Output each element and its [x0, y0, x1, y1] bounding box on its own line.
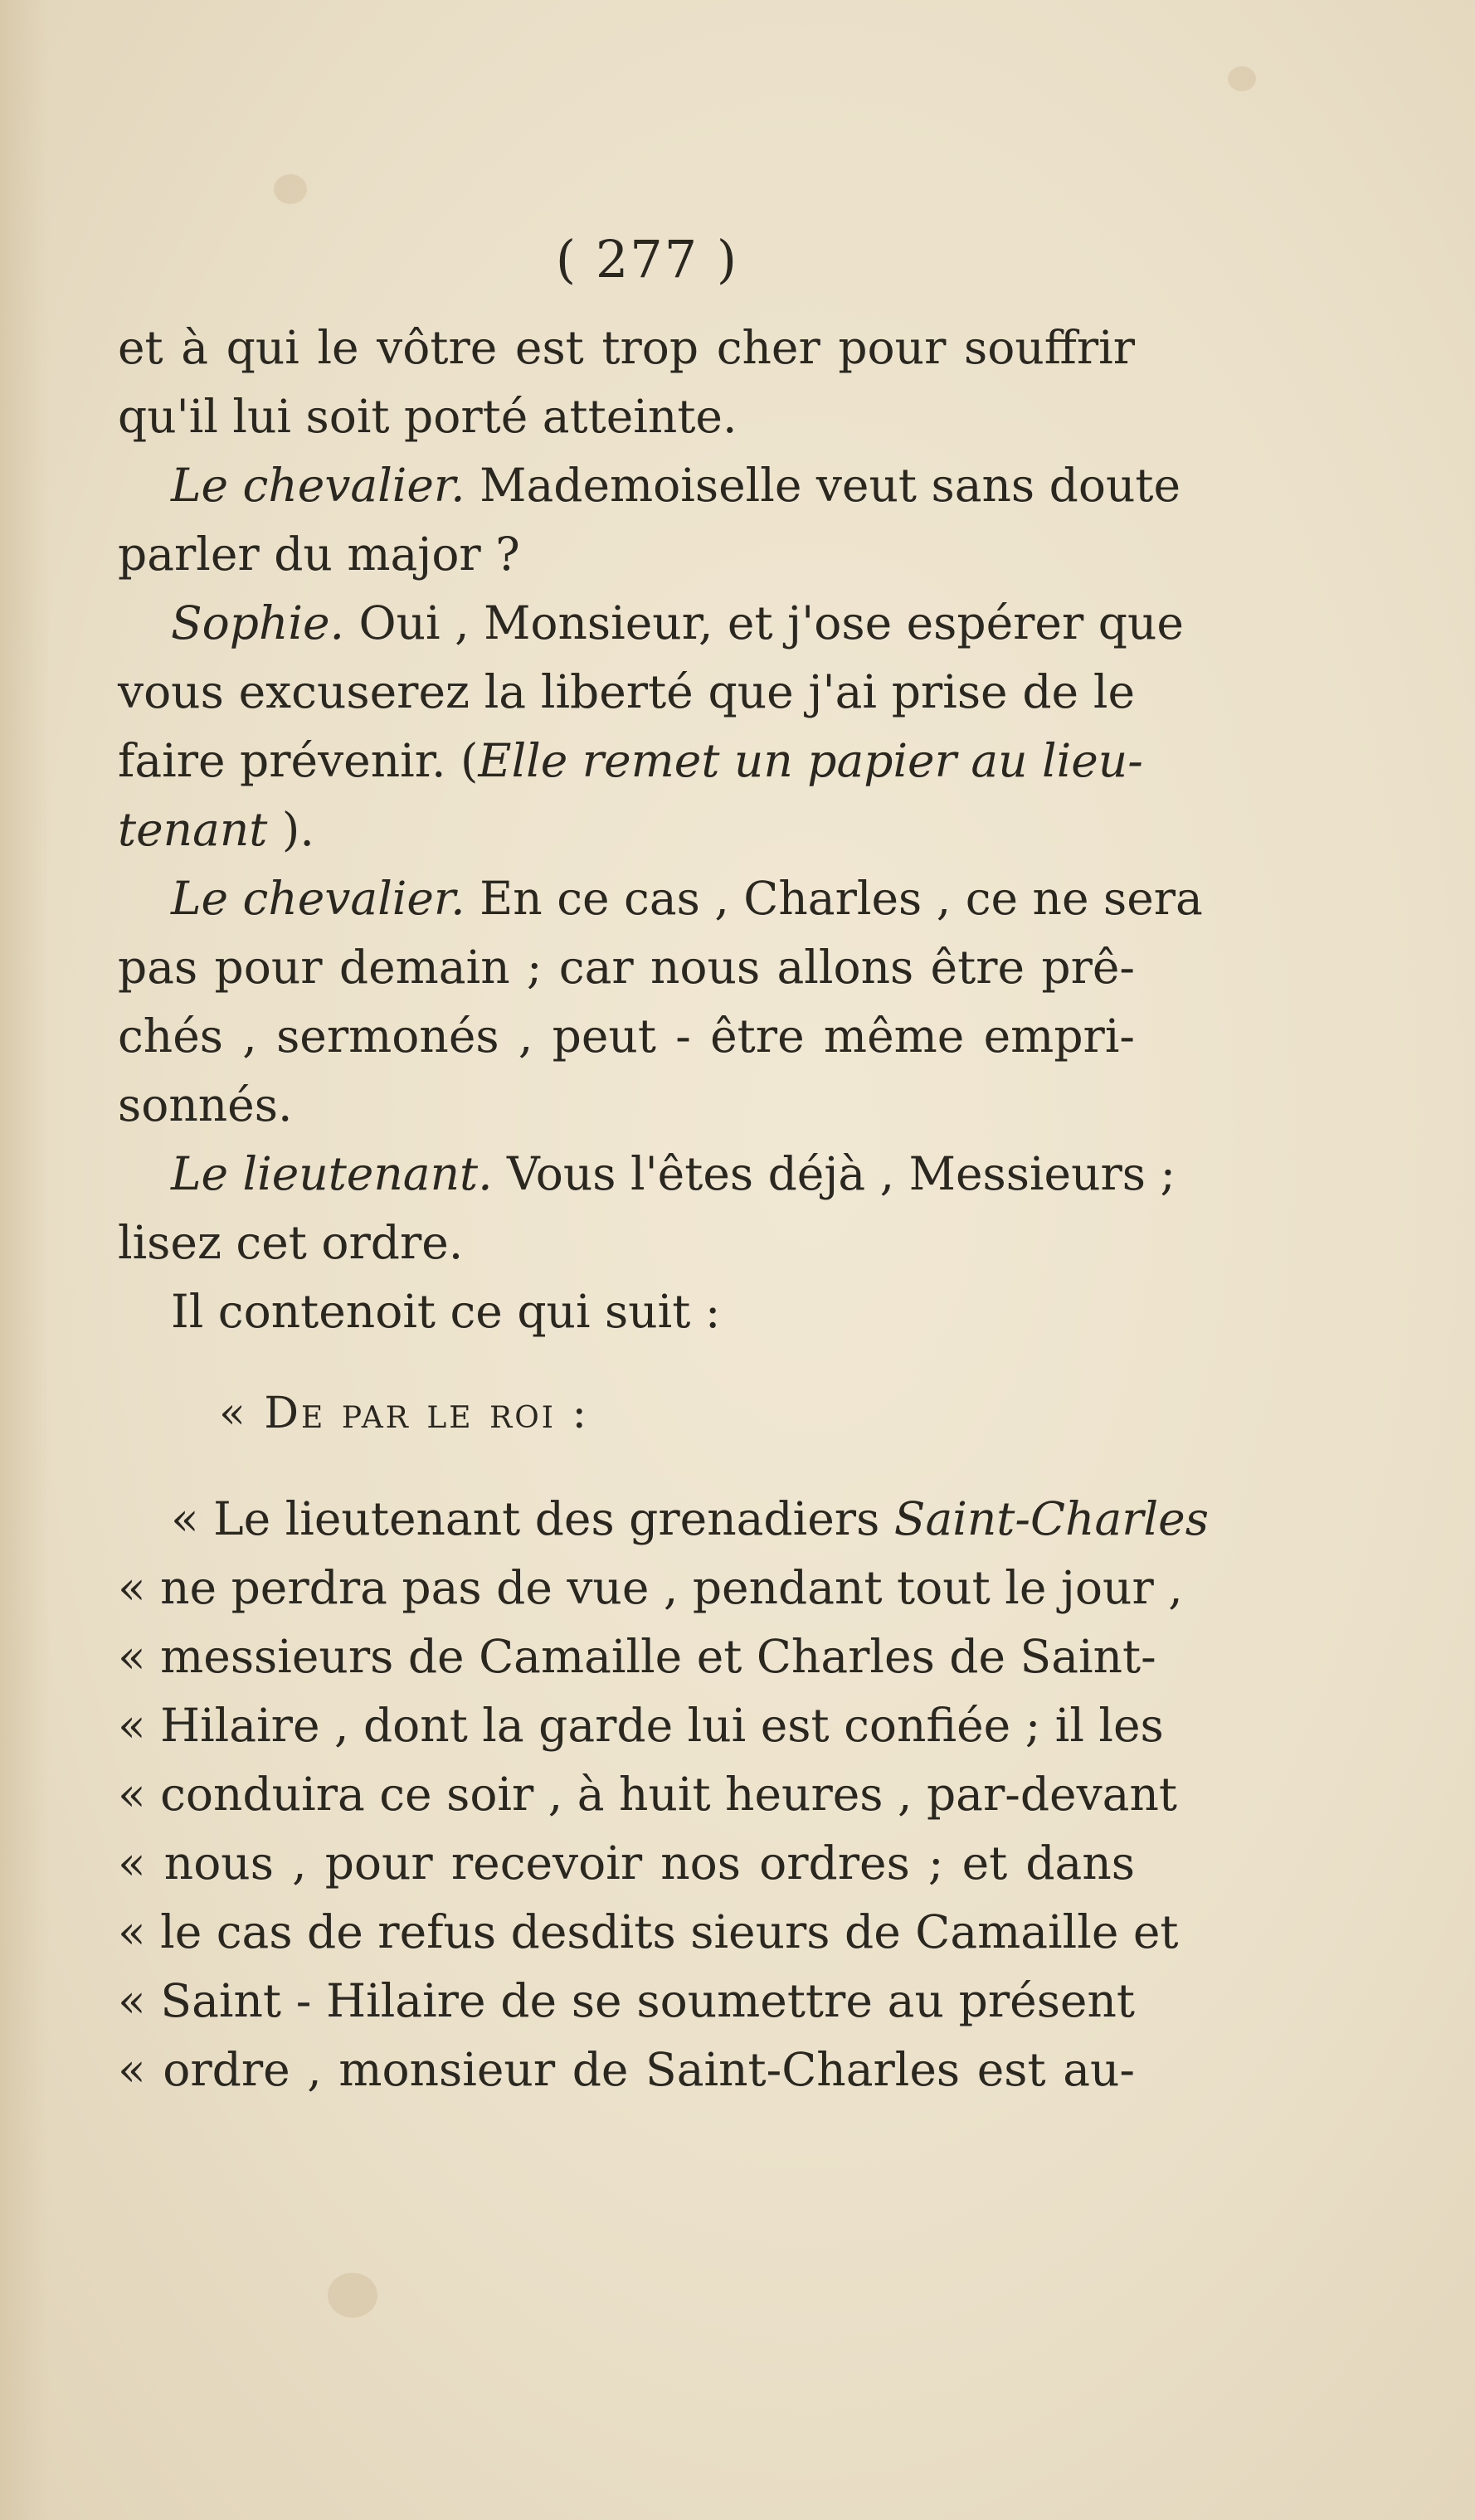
text-line: sonnés. — [118, 1078, 293, 1131]
text-fragment: faire prévenir. ( — [118, 734, 479, 787]
order-line: « nous , pour recevoir nos ordres ; et dans — [118, 1836, 1135, 1890]
text-line: pas pour demain ; car nous allons être prê- — [118, 941, 1135, 994]
dialogue-line — [118, 864, 1203, 933]
dialogue-line — [118, 589, 1184, 658]
dialogue-line — [118, 1140, 1176, 1209]
text-line: lisez cet ordre. — [118, 1216, 464, 1269]
name-italic: Saint-Charles — [893, 1492, 1209, 1545]
dialogue-text: En ce cas , Charles , ce ne sera — [465, 872, 1203, 925]
text-fragment: ). — [267, 803, 314, 856]
text-line: vous excuserez la liberté que j'ai prise de le — [118, 665, 1135, 718]
foxing-stain — [1228, 66, 1256, 91]
page-edge-shadow — [0, 0, 50, 2520]
speaker-name: Sophie. — [171, 596, 345, 649]
order-line: « Saint - Hilaire de se soumettre au présent — [118, 1974, 1135, 2027]
order-heading-text: De par le roi : — [264, 1389, 589, 1438]
order-line: « le cas de refus desdits sieurs de Camaille et — [118, 1905, 1179, 1958]
order-line: « Hilaire , dont la garde lui est confiée ; il les — [118, 1699, 1164, 1752]
text-line — [118, 795, 1135, 864]
stage-direction: Elle remet un papier au lieu- — [478, 734, 1143, 787]
foxing-stain — [328, 2273, 377, 2318]
dialogue-text: Vous l'êtes déjà , Messieurs ; — [492, 1147, 1176, 1200]
order-line: « ne perdra pas de vue , pendant tout le jour , — [118, 1561, 1183, 1614]
order-line: « ordre , monsieur de Saint-Charles est au- — [118, 2043, 1135, 2096]
quote-mark: « — [219, 1389, 265, 1438]
text-line: parler du major ? — [118, 528, 520, 581]
text-line: et à qui le vôtre est trop cher pour souffrir — [118, 321, 1135, 374]
text-line: Il contenoit ce qui suit : — [171, 1285, 721, 1338]
speaker-name: Le chevalier. — [171, 872, 465, 925]
order-line: « messieurs de Camaille et Charles de Saint- — [118, 1630, 1156, 1683]
page-body — [118, 314, 1209, 2104]
text-line: chés , sermonés , peut - être même empri- — [118, 1009, 1135, 1063]
foxing-stain — [274, 174, 307, 204]
stage-direction: tenant — [118, 803, 268, 856]
order-heading — [118, 1379, 1135, 1448]
spacer — [118, 1448, 1135, 1485]
page-number: ( 277 ) — [555, 229, 739, 289]
order-line — [118, 1485, 1209, 1554]
dialogue-text: Mademoiselle veut sans doute — [465, 459, 1181, 512]
text-fragment: « Le lieutenant des grenadiers — [171, 1492, 894, 1545]
text-line — [118, 727, 1143, 795]
dialogue-text: Oui , Monsieur, et j'ose espérer que — [344, 596, 1184, 649]
text-line: qu'il lui soit porté atteinte. — [118, 390, 738, 443]
spacer — [118, 1346, 1135, 1379]
order-line: « conduira ce soir , à huit heures , par-devant — [118, 1768, 1177, 1821]
speaker-name: Le lieutenant. — [171, 1147, 493, 1200]
dialogue-line — [118, 451, 1181, 520]
speaker-name: Le chevalier. — [171, 459, 465, 512]
